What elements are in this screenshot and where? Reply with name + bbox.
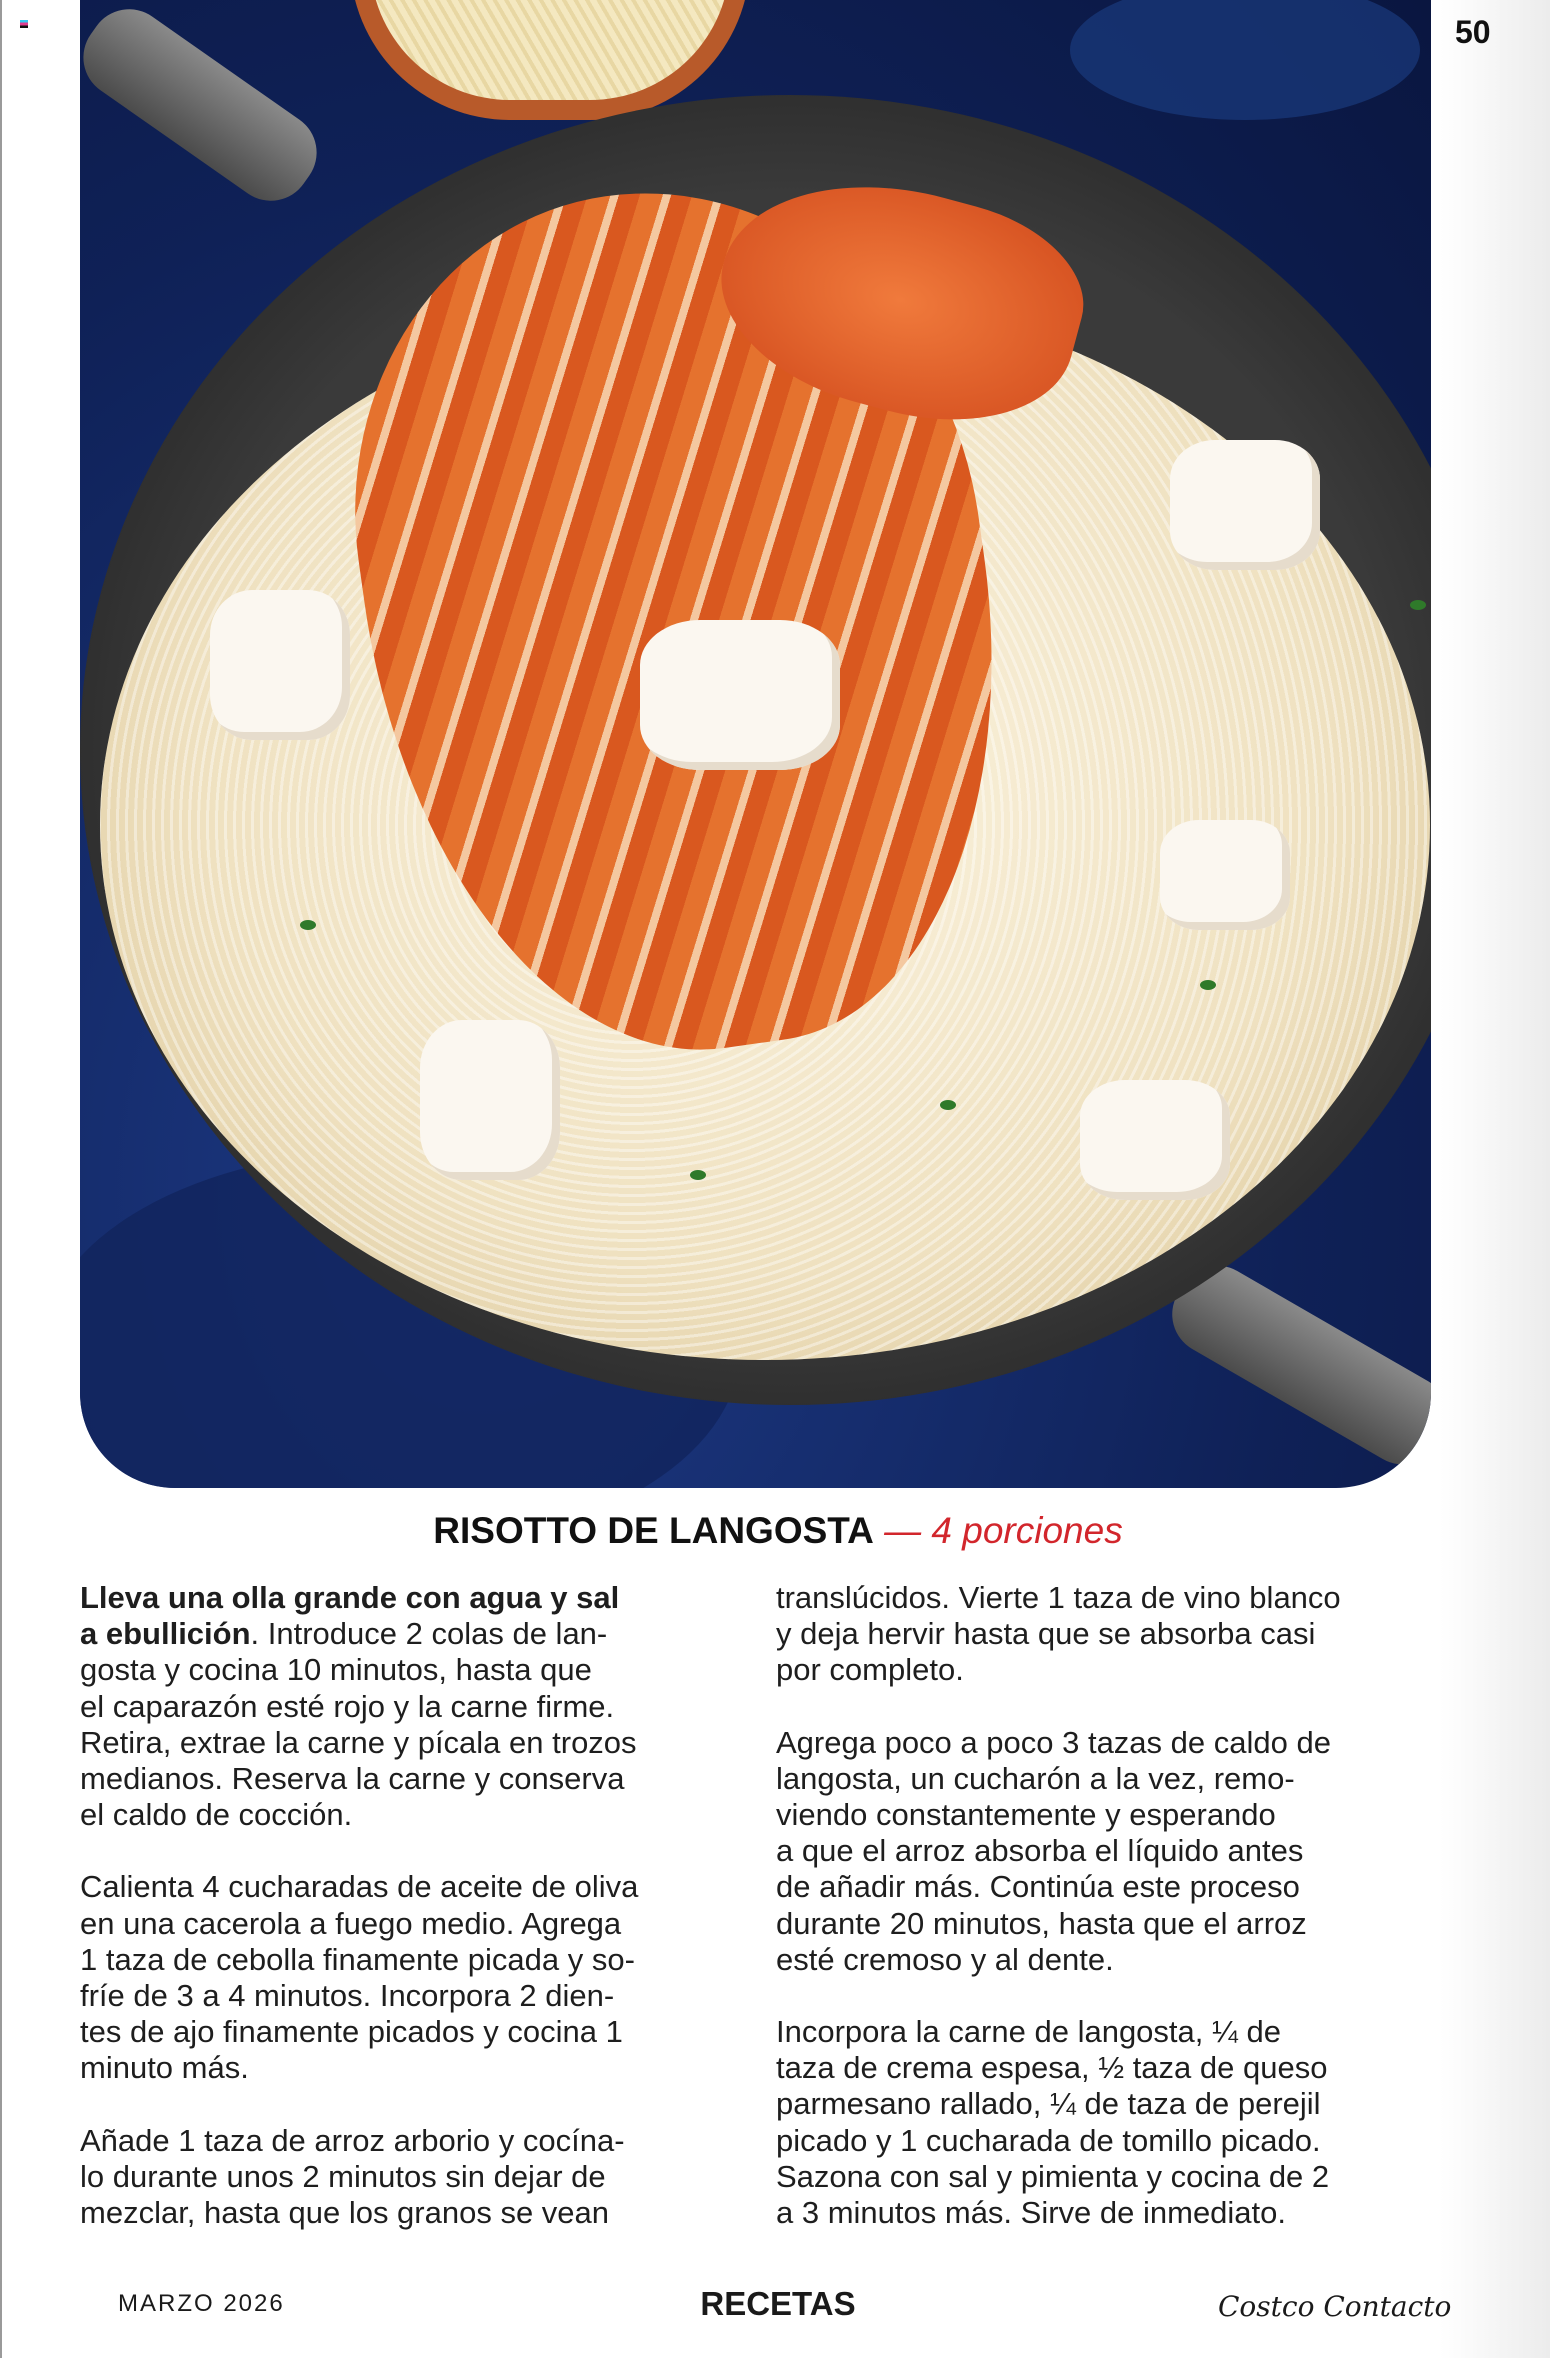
instruction-line: y deja hervir hasta que se absorba casi (776, 1616, 1316, 1652)
page-edge (0, 0, 2, 2358)
lobster-meat (640, 620, 840, 770)
instruction-line: Añade 1 taza de arroz arborio y cocína- (80, 2122, 625, 2158)
instructions-left-column (80, 1580, 638, 2267)
lobster-meat (1170, 440, 1320, 570)
recipe-title (0, 1510, 1550, 1552)
instruction-line: lo durante unos 2 minutos sin dejar de (80, 2158, 606, 2194)
instruction-paragraph (80, 1580, 638, 1833)
instruction-line: el caldo de cocción. (80, 1797, 353, 1833)
instructions-right-column (776, 1580, 1341, 2267)
footer-date: MARZO 2026 (118, 2290, 285, 2317)
recipe-photo (80, 0, 1431, 1488)
instruction-line: 1 taza de cebolla finamente picada y so- (80, 1941, 635, 1977)
instruction-line: Agrega poco a poco 3 tazas de caldo de (776, 1724, 1331, 1760)
parsley (690, 1170, 706, 1180)
instruction-line: translúcidos. Vierte 1 taza de vino blanco (776, 1580, 1341, 1615)
instruction-paragraph (776, 2014, 1341, 2231)
parsley (940, 1100, 956, 1110)
lobster-meat (420, 1020, 560, 1180)
page-gutter (1440, 0, 1550, 2358)
instruction-line: fríe de 3 a 4 minutos. Incorpora 2 dien- (80, 1978, 615, 2014)
instruction-line: viendo constantemente y esperando (776, 1797, 1276, 1833)
instruction-paragraph (776, 1725, 1341, 1978)
parsley (300, 920, 316, 930)
instruction-line: durante 20 minutos, hasta que el arroz (776, 1905, 1307, 1941)
instruction-line: tes de ajo finamente picados y cocina 1 (80, 2014, 623, 2050)
instruction-line: por completo. (776, 1652, 964, 1688)
glass (1070, 0, 1420, 120)
instruction-line: gosta y cocina 10 minutos, hasta que (80, 1652, 592, 1688)
instruction-line: picado y 1 cucharada de tomillo picado. (776, 2122, 1321, 2158)
instruction-line: mezclar, hasta que los granos se vean (80, 2195, 610, 2231)
instruction-line: taza de crema espesa, ½ taza de queso (776, 2050, 1328, 2086)
instruction-line: de añadir más. Continúa este proceso (776, 1869, 1300, 1905)
instruction-line (80, 1616, 638, 1652)
instruction-line: a 3 minutos más. Sirve de inmediato. (776, 2195, 1287, 2231)
instruction-line: en una cacerola a fuego medio. Agrega (80, 1905, 622, 1941)
instruction-line: a que el arroz absorba el líquido antes (776, 1833, 1304, 1869)
instruction-line: el caparazón esté rojo y la carne firme. (80, 1688, 615, 1724)
lobster-meat (210, 590, 350, 740)
instruction-paragraph (80, 1869, 638, 2086)
instruction-lead: a ebullición (80, 1616, 251, 1652)
instruction-line: esté cremoso y al dente. (776, 1941, 1114, 1977)
instruction-line: Retira, extrae la carne y pícala en trozos (80, 1724, 637, 1760)
instruction-line: Calienta 4 cucharadas de aceite de oliva (80, 1869, 639, 1905)
recipe-servings: — 4 porciones (884, 1510, 1123, 1551)
instruction-paragraph (776, 1580, 1341, 1689)
pan-handle (80, 0, 332, 216)
color-registration-mark (20, 20, 28, 28)
instruction-text: . Introduce 2 colas de lan- (250, 1616, 608, 1652)
instruction-lead: Lleva una olla grande con agua y sal (80, 1580, 620, 1615)
parsley (1200, 980, 1216, 990)
lobster-meat (1080, 1080, 1230, 1200)
footer-publication: Costco Contacto (1218, 2290, 1452, 2323)
instruction-line: langosta, un cucharón a la vez, remo- (776, 1760, 1295, 1796)
page-number: 50 (1455, 14, 1491, 50)
instruction-line: medianos. Reserva la carne y conserva (80, 1761, 625, 1797)
instruction-line: Incorpora la carne de langosta, ¼ de (776, 2014, 1281, 2050)
instruction-line: Sazona con sal y pimienta y cocina de 2 (776, 2158, 1330, 2194)
footer-section: RECETAS (700, 2285, 856, 2322)
instruction-paragraph (80, 2123, 638, 2232)
recipe-name: RISOTTO DE LANGOSTA (433, 1510, 874, 1551)
instruction-line: parmesano rallado, ¼ de taza de perejil (776, 2086, 1321, 2122)
instruction-line: minuto más. (80, 2050, 249, 2086)
lobster-meat (1160, 820, 1290, 930)
parsley (1410, 600, 1426, 610)
